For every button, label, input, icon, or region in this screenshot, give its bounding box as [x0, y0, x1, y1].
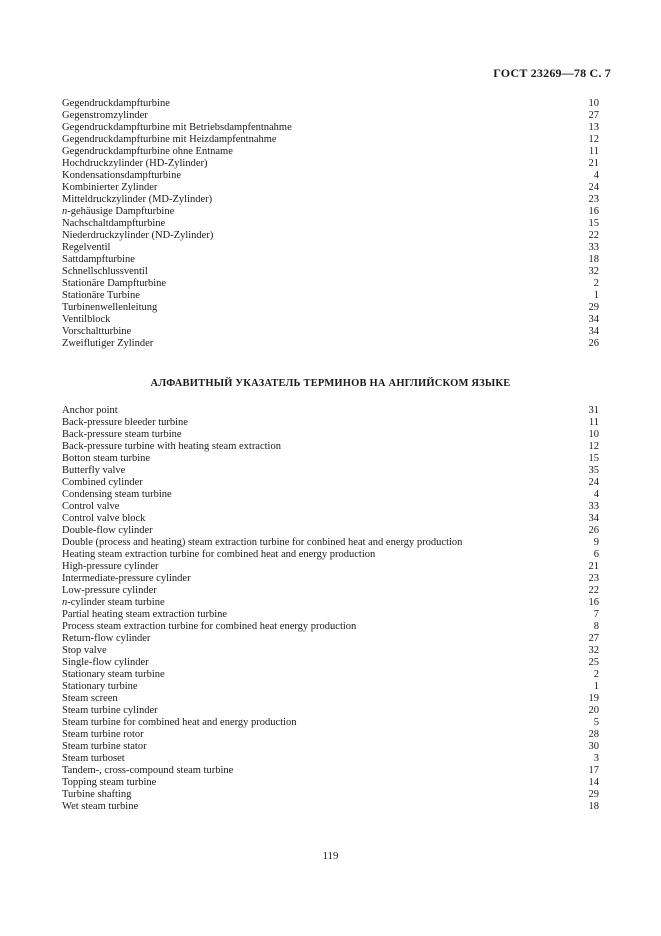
index-page-number: 23	[588, 194, 599, 205]
index-term	[62, 489, 172, 501]
index-entry	[62, 537, 599, 549]
index-term-text: Steam turbine cylinder	[62, 705, 158, 716]
index-page-number: 15	[588, 218, 599, 229]
index-page-number: 10	[588, 429, 599, 440]
index-term	[62, 501, 119, 513]
index-page-number: 34	[588, 314, 599, 325]
index-page-number: 3	[593, 753, 599, 764]
index-term-text: Gegendruckdampfturbine mit Betriebsdampfentnahme	[62, 122, 292, 133]
index-page-number: 20	[588, 705, 599, 716]
index-term-text: Intermediate-pressure cylinder	[62, 573, 191, 584]
index-term	[62, 693, 118, 705]
index-term	[62, 633, 150, 645]
index-term	[62, 465, 125, 477]
index-page-number: 32	[588, 266, 599, 277]
index-term	[62, 206, 174, 218]
index-term	[62, 717, 297, 729]
index-page-number: 34	[588, 326, 599, 337]
index-entry	[62, 170, 599, 182]
index-entry	[62, 326, 599, 338]
index-term-text: Heating steam extraction turbine for combined heat and energy production	[62, 549, 376, 560]
index-page-number: 19	[588, 693, 599, 704]
index-page-number: 8	[593, 621, 599, 632]
index-page-number: 23	[588, 573, 599, 584]
index-page-number: 25	[588, 657, 599, 668]
index-term	[62, 753, 125, 765]
index-entry	[62, 194, 599, 206]
index-page-number: 30	[588, 741, 599, 752]
index-entry	[62, 777, 599, 789]
german-term-index	[62, 98, 599, 350]
index-page-number: 10	[588, 98, 599, 109]
index-entry	[62, 489, 599, 501]
index-entry	[62, 597, 599, 609]
index-page-number: 5	[593, 717, 599, 728]
index-term	[62, 681, 138, 693]
index-page-number: 27	[588, 633, 599, 644]
index-term	[62, 597, 165, 609]
index-term	[62, 669, 165, 681]
index-page-number: 12	[588, 441, 599, 452]
index-term-text: Stationäre Dampfturbine	[62, 278, 167, 289]
index-page-number: 15	[588, 453, 599, 464]
index-term	[62, 537, 462, 549]
index-term	[62, 242, 110, 254]
index-term-text: Mitteldruckzylinder (MD-Zylinder)	[62, 194, 213, 205]
index-page-number: 9	[593, 537, 599, 548]
index-entry	[62, 585, 599, 597]
index-page-number: 11	[588, 417, 599, 428]
index-entry	[62, 705, 599, 717]
index-entry	[62, 465, 599, 477]
index-term-prefix: n	[62, 206, 68, 217]
index-term-text: Ventilblock	[62, 314, 111, 325]
index-term-text: Niederdruckzylinder (ND-Zylinder)	[62, 230, 214, 241]
index-page-number: 35	[588, 465, 599, 476]
index-term	[62, 441, 281, 453]
index-term-text: Wet steam turbine	[62, 801, 139, 812]
index-term-text: Gegendruckdampfturbine ohne Entname	[62, 146, 233, 157]
index-page-number: 16	[588, 597, 599, 608]
index-term	[62, 573, 191, 585]
index-term-text: Kombinierter Zylinder	[62, 182, 158, 193]
index-term	[62, 741, 147, 753]
index-term-text: Partial heating steam extraction turbine	[62, 609, 228, 620]
index-term	[62, 278, 166, 290]
index-entry	[62, 789, 599, 801]
index-entry	[62, 290, 599, 302]
index-term-text: Stationäre Turbine	[62, 290, 140, 301]
index-page-number: 21	[588, 158, 599, 169]
index-term	[62, 417, 188, 429]
index-term-text: Process steam extraction turbine for combined heat energy production	[62, 621, 357, 632]
index-term-text: -gehäusige Dampfturbine	[67, 206, 175, 217]
index-page-number: 27	[588, 110, 599, 121]
index-entry	[62, 717, 599, 729]
index-entry	[62, 765, 599, 777]
english-index-title: АЛФАВИТНЫЙ УКАЗАТЕЛЬ ТЕРМИНОВ НА АНГЛИЙСКОМ ЯЗЫКЕ	[150, 378, 511, 389]
index-term	[62, 146, 233, 158]
index-page-number: 4	[593, 170, 599, 181]
index-entry	[62, 338, 599, 350]
index-term	[62, 338, 153, 350]
index-term-text: Turbine shafting	[62, 789, 132, 800]
index-page-number: 1	[593, 290, 599, 301]
index-page-number: 32	[588, 645, 599, 656]
index-term	[62, 170, 181, 182]
index-entry	[62, 98, 599, 110]
index-page-number: 29	[588, 302, 599, 313]
index-entry	[62, 573, 599, 585]
index-term	[62, 801, 138, 813]
index-entry	[62, 242, 599, 254]
index-term	[62, 453, 150, 465]
index-term	[62, 645, 107, 657]
index-entry	[62, 405, 599, 417]
index-term	[62, 585, 157, 597]
index-entry	[62, 134, 599, 146]
index-page-number: 34	[588, 513, 599, 524]
index-entry	[62, 206, 599, 218]
index-entry	[62, 441, 599, 453]
index-page-number: 24	[588, 477, 599, 488]
index-page-number: 18	[588, 801, 599, 812]
index-page-number: 24	[588, 182, 599, 193]
index-term-text: Steam turbine rotor	[62, 729, 144, 740]
index-entry	[62, 669, 599, 681]
index-term-text: Anchor point	[62, 405, 118, 416]
index-term-text: Control valve	[62, 501, 120, 512]
index-term-text: Low-pressure cylinder	[62, 585, 157, 596]
index-page-number: 11	[588, 146, 599, 157]
index-term	[62, 765, 233, 777]
index-term-text: Stationary steam turbine	[62, 669, 165, 680]
index-page-number: 14	[588, 777, 599, 788]
index-entry	[62, 561, 599, 573]
index-term	[62, 777, 156, 789]
index-term-text: Steam screen	[62, 693, 118, 704]
index-page-number: 2	[593, 278, 599, 289]
index-term-text: Condensing steam turbine	[62, 489, 172, 500]
index-term-text: Gegenstromzylinder	[62, 110, 148, 121]
index-term	[62, 621, 356, 633]
index-entry	[62, 477, 599, 489]
index-term-text: Double (process and heating) steam extraction turbine for conbined heat and energy production	[62, 537, 463, 548]
index-term-text: Control valve block	[62, 513, 146, 524]
index-term-text: Regelventil	[62, 242, 111, 253]
index-page-number: 13	[588, 122, 599, 133]
index-term-text: Nachschaltdampfturbine	[62, 218, 166, 229]
index-entry	[62, 681, 599, 693]
index-term-text: Hochdruckzylinder (HD-Zylinder)	[62, 158, 208, 169]
index-term	[62, 182, 157, 194]
index-page-number: 2	[593, 669, 599, 680]
index-term-text: Steam turboset	[62, 753, 125, 764]
index-term-text: High-pressure cylinder	[62, 561, 159, 572]
index-entry	[62, 429, 599, 441]
index-entry	[62, 278, 599, 290]
page-header: ГОСТ 23269—78 С. 7	[493, 66, 611, 80]
index-page-number: 26	[588, 525, 599, 536]
index-entry	[62, 266, 599, 278]
index-entry	[62, 729, 599, 741]
index-entry	[62, 182, 599, 194]
index-page-number: 29	[588, 789, 599, 800]
index-term	[62, 609, 227, 621]
index-term-text: Butterfly valve	[62, 465, 126, 476]
index-entry	[62, 218, 599, 230]
index-page-number: 22	[588, 585, 599, 596]
index-term	[62, 729, 144, 741]
index-entry	[62, 302, 599, 314]
index-term	[62, 705, 158, 717]
index-term-text: Gegendruckdampfturbine	[62, 98, 170, 109]
index-term-text: Double-flow cylinder	[62, 525, 153, 536]
index-term-text: Sattdampfturbine	[62, 254, 135, 265]
index-term	[62, 194, 212, 206]
index-term	[62, 657, 149, 669]
index-term	[62, 158, 208, 170]
index-page-number: 7	[593, 609, 599, 620]
index-term	[62, 405, 118, 417]
index-entry	[62, 230, 599, 242]
index-term	[62, 561, 159, 573]
index-term	[62, 429, 182, 441]
index-page-number: 22	[588, 230, 599, 241]
index-term-text: Stop valve	[62, 645, 107, 656]
index-entry	[62, 122, 599, 134]
index-term	[62, 230, 213, 242]
index-entry	[62, 801, 599, 813]
index-entry	[62, 110, 599, 122]
index-term	[62, 549, 375, 561]
index-entry	[62, 254, 599, 266]
index-entry	[62, 513, 599, 525]
index-term-text: Kondensationsdampfturbine	[62, 170, 181, 181]
index-term	[62, 134, 277, 146]
english-term-index	[62, 405, 599, 813]
index-term	[62, 477, 143, 489]
index-term	[62, 110, 148, 122]
index-term-text: Tandem-, cross-compound steam turbine	[62, 765, 234, 776]
index-term-text: -cylinder steam turbine	[67, 597, 165, 608]
index-page-number: 33	[588, 242, 599, 253]
index-entry	[62, 645, 599, 657]
index-term	[62, 122, 292, 134]
index-term-text: Back-pressure steam turbine	[62, 429, 182, 440]
index-page-number: 6	[593, 549, 599, 560]
index-term-text: Gegendruckdampfturbine mit Heizdampfentnahme	[62, 134, 277, 145]
index-term	[62, 525, 153, 537]
index-term-text: Stationary turbine	[62, 681, 138, 692]
index-page-number: 31	[588, 405, 599, 416]
index-term-text: Combined cylinder	[62, 477, 143, 488]
index-term	[62, 266, 148, 278]
index-term-text: Turbinenwellenleitung	[62, 302, 158, 313]
index-entry	[62, 753, 599, 765]
index-term	[62, 290, 140, 302]
index-term-text: Single-flow cylinder	[62, 657, 149, 668]
index-page-number: 12	[588, 134, 599, 145]
index-term-text: Botton steam turbine	[62, 453, 151, 464]
index-entry	[62, 417, 599, 429]
index-entry	[62, 314, 599, 326]
index-term-text: Zweiflutiger Zylinder	[62, 338, 154, 349]
index-term	[62, 254, 135, 266]
index-entry	[62, 158, 599, 170]
index-entry	[62, 609, 599, 621]
index-term	[62, 302, 157, 314]
index-page-number: 4	[593, 489, 599, 500]
index-entry	[62, 453, 599, 465]
index-term-text: Steam turbine for combined heat and energy production	[62, 717, 297, 728]
index-entry	[62, 657, 599, 669]
index-entry	[62, 501, 599, 513]
index-page-number: 21	[588, 561, 599, 572]
index-entry	[62, 549, 599, 561]
index-term	[62, 98, 170, 110]
index-term	[62, 789, 131, 801]
index-entry	[62, 693, 599, 705]
index-term-text: Vorschaltturbine	[62, 326, 132, 337]
index-term-text: Topping steam turbine	[62, 777, 157, 788]
index-term-text: Return-flow cylinder	[62, 633, 151, 644]
index-entry	[62, 621, 599, 633]
index-term-text: Schnellschlussventil	[62, 266, 148, 277]
index-page-number: 33	[588, 501, 599, 512]
index-entry	[62, 633, 599, 645]
index-page-number: 26	[588, 338, 599, 349]
index-page-number: 28	[588, 729, 599, 740]
index-term	[62, 513, 145, 525]
index-page-number: 1	[593, 681, 599, 692]
index-term-prefix: n	[62, 597, 68, 608]
index-entry	[62, 525, 599, 537]
index-term-text: Back-pressure turbine with heating steam extraction	[62, 441, 281, 452]
index-term	[62, 218, 165, 230]
index-page-number: 16	[588, 206, 599, 217]
index-page-number: 17	[588, 765, 599, 776]
index-term	[62, 314, 110, 326]
index-term-text: Back-pressure bleeder turbine	[62, 417, 188, 428]
index-entry	[62, 741, 599, 753]
page-number: 119	[322, 850, 339, 862]
index-term	[62, 326, 131, 338]
index-term-text: Steam turbine stator	[62, 741, 147, 752]
index-page-number: 18	[588, 254, 599, 265]
index-entry	[62, 146, 599, 158]
